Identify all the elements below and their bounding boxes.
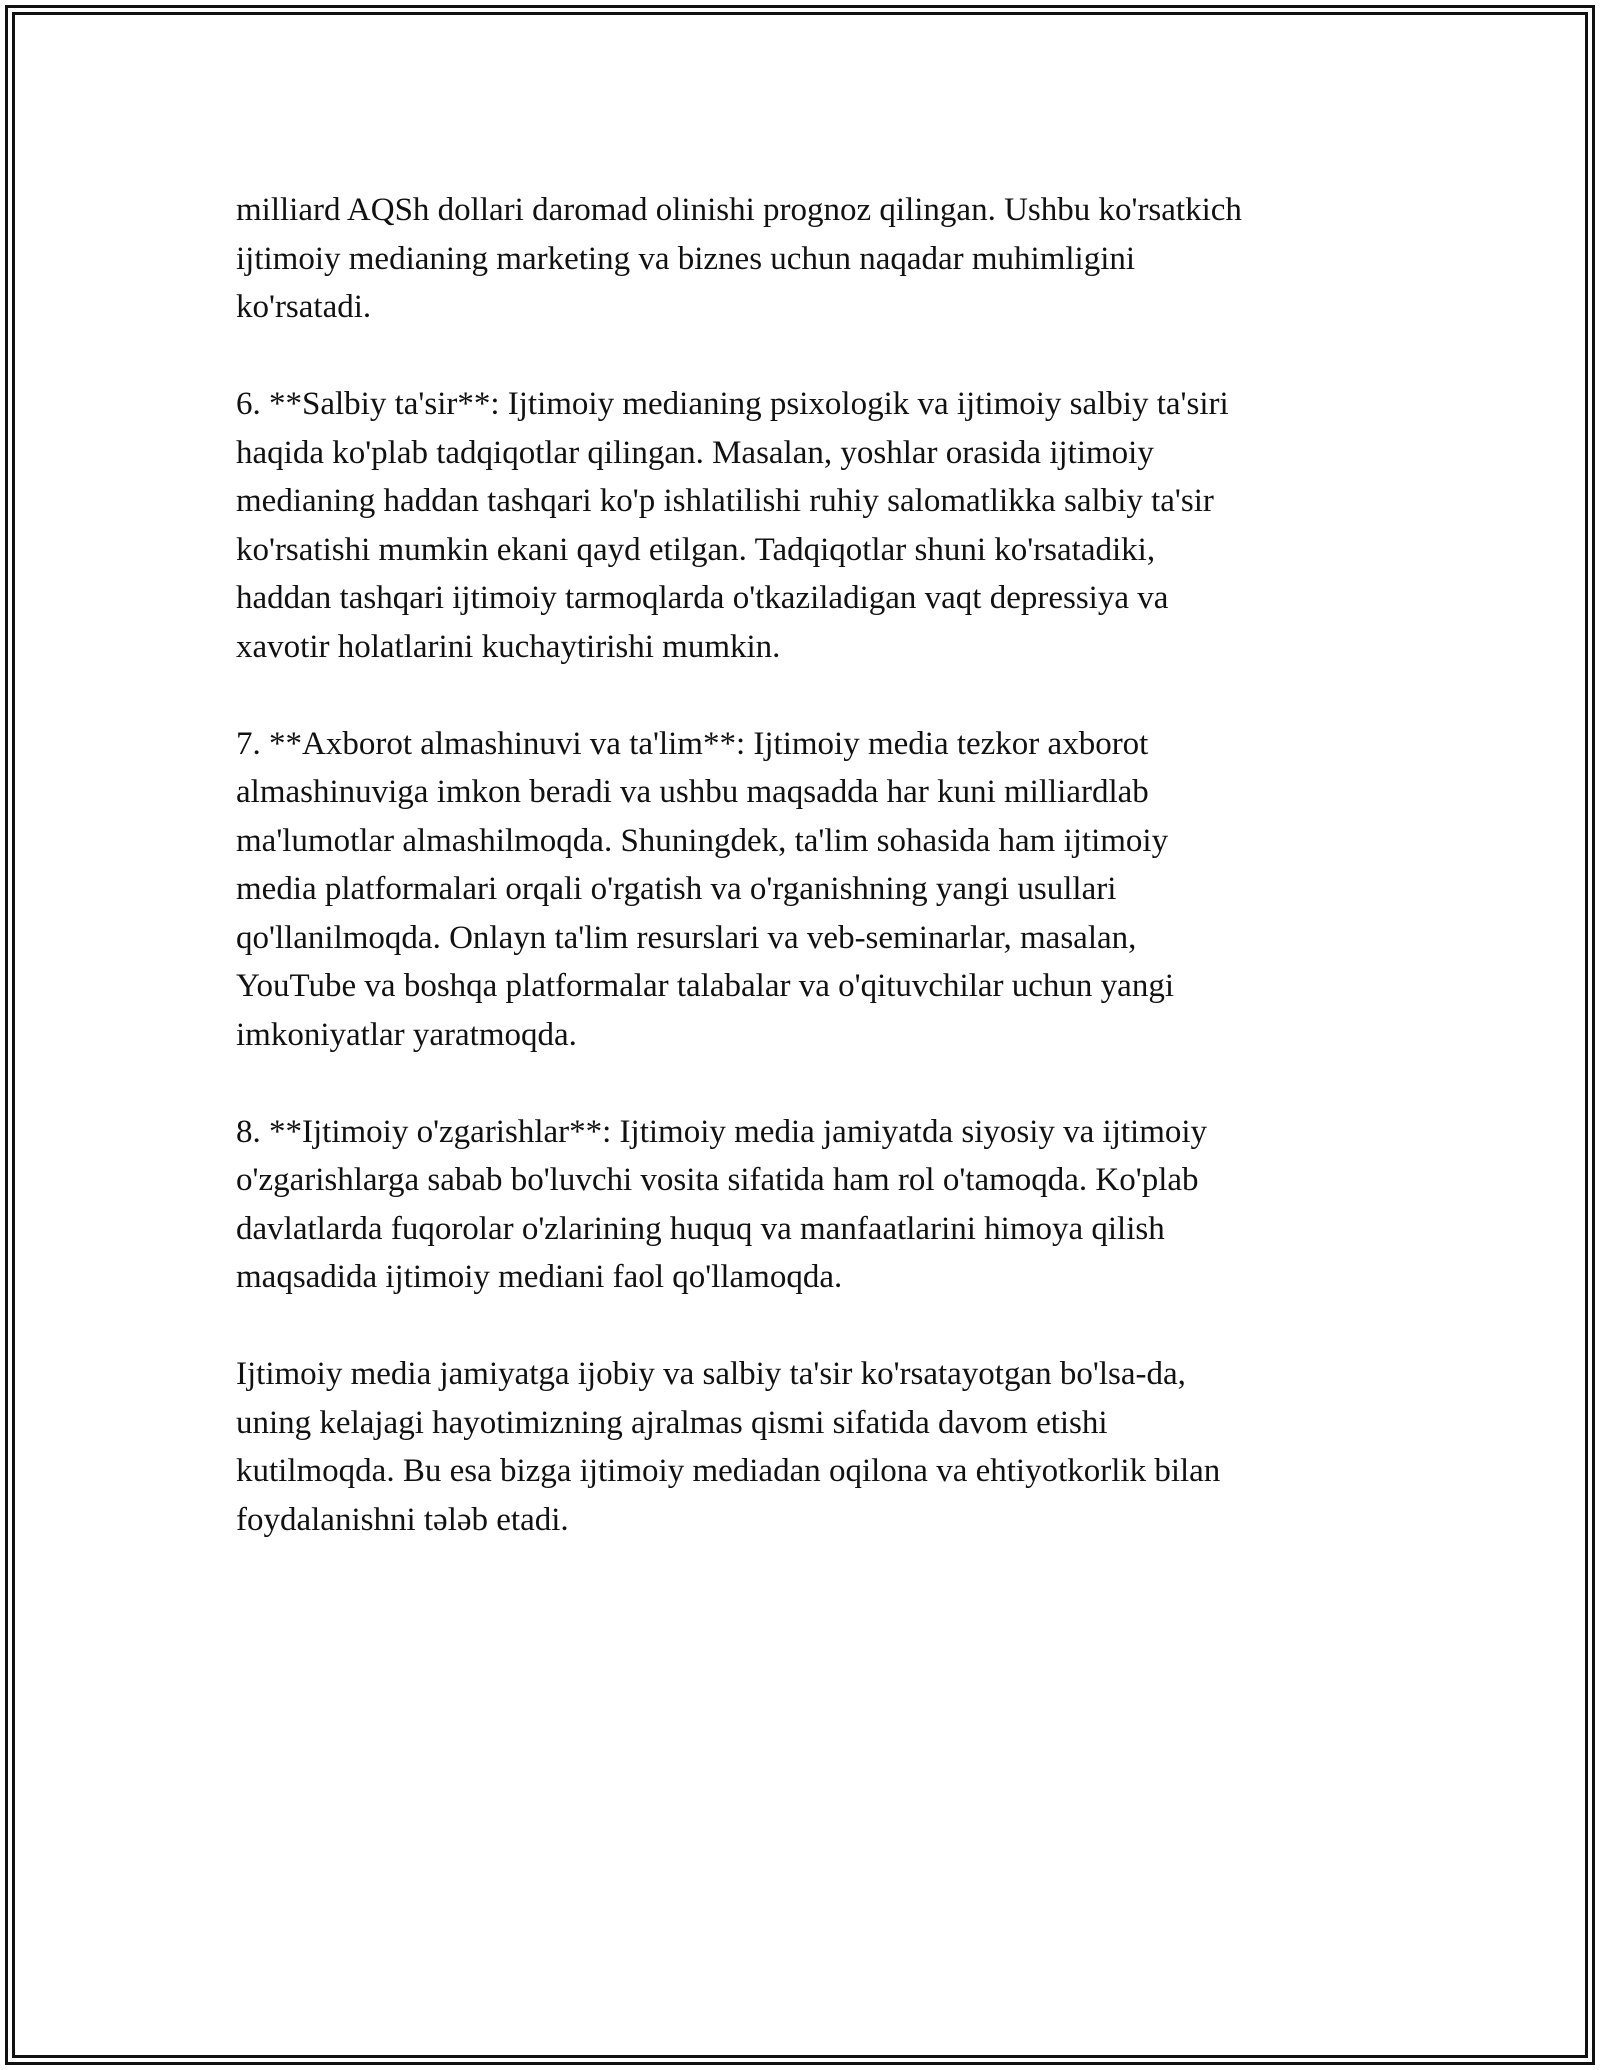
paragraph-social-change: 8. **Ijtimoiy o'zgarishlar**: Ijtimoiy media jamiyatda siyosiy va ijtimoiy o'zgarishlarga sabab bo'luvchi vosita sifatida ham rol o'tamoqda. Ko'plab davlatlarda fuqorolar o'zlarining huquq va manfaatlarini himoya qilish maqsadida ijtimoiy mediani faol qo'llamoqda. [236, 1113, 1208, 1295]
document-body [236, 186, 1386, 1544]
paragraph-negative-impact: 6. **Salbiy ta'sir**: Ijtimoiy medianing psixologik va ijtimoiy salbiy ta'siri haqida ko'plab tadqiqotlar qilingan. Masalan, yoshlar orasida ijtimoiy medianing haddan tashqari ko'p ishlatilishi ruhiy salomatlikka salbiy ta'sir ko'rsatishi mumkin ekani qayd etilgan. Tadqiqotlar shuni ko'rsatadiki, haddan tashqari ijtimoiy tarmoqlarda o'tkaziladigan vaqt depressiya va xavotir holatlarini kuchaytirishi mumkin. [236, 386, 1229, 665]
paragraph-revenue-forecast: milliard AQSh dollari daromad olinishi prognoz qilingan. Ushbu ko'rsatkich ijtimoiy medianing marketing va biznes uchun naqadar muhimligini ko'rsatadi. [236, 192, 1242, 325]
paragraph-information-exchange: 7. **Axborot almashinuvi va ta'lim**: Ijtimoiy media tezkor axborot almashinuviga imkon beradi va ushbu maqsadda har kuni milliardlab ma'lumotlar almashilmoqda. Shuningdek, ta'lim sohasida ham ijtimoiy media platformalari orqali o'rgatish va o'rganishning yangi usullari qo'llanilmoqda. Onlayn ta'lim resurslari va veb-seminarlar, masalan, YouTube va boshqa platformalar talabalar va o'qituvchilar uchun yangi imkoniyatlar yaratmoqda. [236, 725, 1174, 1053]
paragraph-conclusion: Ijtimoiy media jamiyatga ijobiy va salbiy ta'sir ko'rsatayotgan bo'lsa-da, uning kelajagi hayotimizning ajralmas qismi sifatida davom etishi kutilmoqda. Bu esa bizga ijtimoiy mediadan oqilona va ehtiyotkorlik bilan foydalanishni tələb etadi. [236, 1356, 1221, 1538]
